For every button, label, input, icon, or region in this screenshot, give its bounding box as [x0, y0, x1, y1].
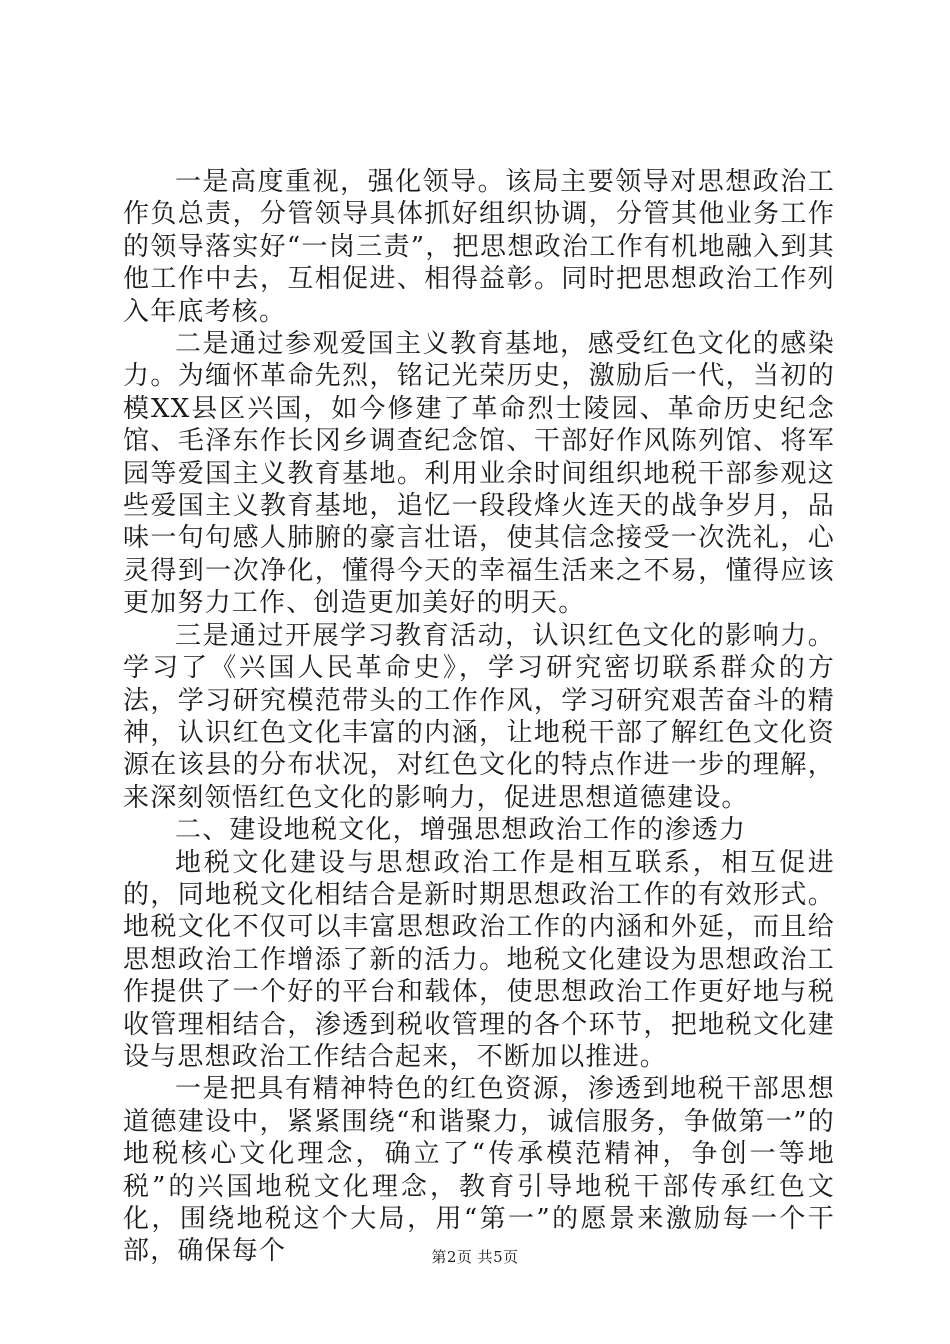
paragraph-patriotic-base: 二是通过参观爱国主义教育基地，感受红色文化的感染力。为缅怀革命先烈，铭记光荣历史，激励后一代，当初的模XX县区兴国，如今修建了革命烈士陵园、革命历史纪念馆、毛泽东作长冈乡调查纪念馆、干部好作风陈列馆、将军园等爱国主义教育基地。利用业余时间组织地税干部参观这些爱国主义教育基地，追忆一段段烽火连天的战争岁月，品味一句句感人肺腑的豪言壮语，使其信念接受一次洗礼，心灵得到一次净化，懂得今天的幸福生活来之不易，懂得应该更加努力工作、创造更加美好的明天。 — [123, 329, 835, 619]
document-body — [123, 166, 835, 1268]
paragraph-leadership: 一是高度重视，强化领导。该局主要领导对思想政治工作负总责，分管领导具体抓好组织协调，分管其他业务工作的领导落实好“一岗三责”，把思想政治工作有机地融入到其他工作中去，互相促进、相得益彰。同时把思想政治工作列入年底考核。 — [123, 167, 835, 327]
page-footer: 第2页 共5页 — [431, 1248, 519, 1266]
paragraph-red-resources: 一是把具有精神特色的红色资源，渗透到地税干部思想道德建设中，紧紧围绕“和谐聚力，诚信服务，争做第一”的地税核心文化理念，确立了“传承模范精神，争创一等地税”的兴国地税文化理念，教育引导地税干部传承红色文化，围绕地税这个大局，用“第一”的愿景来激励每一个干部，确保每个 — [123, 1074, 835, 1267]
section-heading: 二、建设地税文化，增强思想政治工作的渗透力 — [175, 815, 747, 846]
paragraph-study-activities: 三是通过开展学习教育活动，认识红色文化的影响力。学习了《兴国人民革命史》，学习研究密切联系群众的方法，学习研究模范带头的工作作风，学习研究艰苦奋斗的精神，认识红色文化丰富的内涵，让地税干部了解红色文化资源在该县的分布状况，对红色文化的特点作进一步的理解，来深刻领悟红色文化的影响力，促进思想道德建设。 — [123, 620, 835, 813]
paragraph-tax-culture: 地税文化建设与思想政治工作是相互联系，相互促进的，同地税文化相结合是新时期思想政治工作的有效形式。地税文化不仅可以丰富思想政治工作的内涵和外延，而且给思想政治工作增添了新的活力。地税文化建设为思想政治工作提供了一个好的平台和载体，使思想政治工作更好地与税收管理相结合，渗透到税收管理的各个环节，把地税文化建设与思想政治工作结合起来，不断加以推进。 — [123, 847, 835, 1072]
